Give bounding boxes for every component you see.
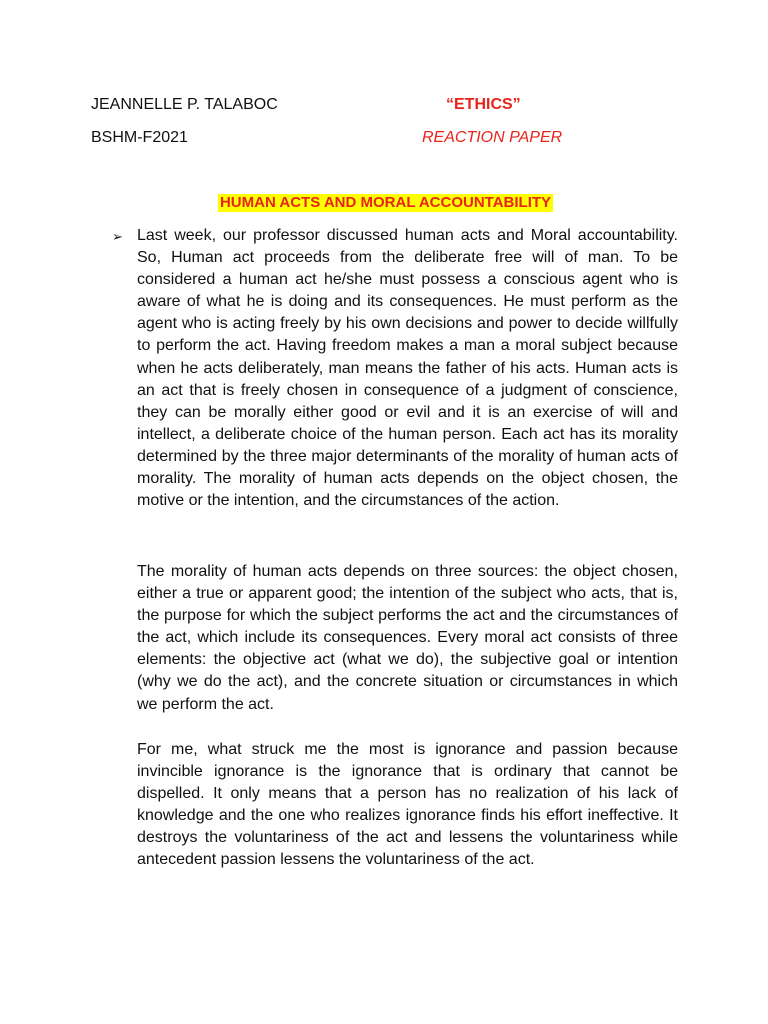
author-name: JEANNELLE P. TALABOC xyxy=(91,96,278,113)
document-title: HUMAN ACTS AND MORAL ACCOUNTABILITY xyxy=(219,194,552,211)
subject-title: “ETHICS” xyxy=(446,96,521,113)
paragraph-2: The morality of human acts depends on three sources: the object chosen, either a true or apparent good; the intention of the subject who acts, that is, the purpose for which the subject performs the act and the circumstances of the act, which include its consequences. Every moral act consists of three elements: the objective act (what we do), the subjective goal or intention (why we do the act), and the concrete situation or circumstances in which we perform the act. xyxy=(137,563,678,713)
title-container xyxy=(0,194,768,212)
course-section: BSHM-F2021 xyxy=(91,129,188,146)
arrow-bullet-icon: ➢ xyxy=(112,229,123,244)
paragraph-3: For me, what struck me the most is ignorance and passion because invincible ignorance is the ignorance that is ordinary that cannot be dispelled. It only means that a person has no realization of his lack of knowledge and the one who realizes ignorance finds his effort ineffective. It destroys the voluntariness of the act and lessens the voluntariness while antecedent passion lessens the voluntariness of the act. xyxy=(137,741,678,869)
paragraph-1: Last week, our professor discussed human acts and Moral accountability. So, Human act proceeds from the deliberate free will of man. To be considered a human act he/she must possess a conscious agent who is aware of what he is doing and its consequences. He must perform as the agent who is acting freely by his own decisions and power to decide willfully to perform the act. Having freedom makes a man a moral subject because when he acts deliberately, man means the father of his acts. Human acts is an act that is freely chosen in consequence of a judgment of conscience, they can be morally either good or evil and it is an exercise of will and intellect, a deliberate choice of the human person. Each act has its morality determined by the three major determinants of the morality of human acts of morality. The morality of human acts depends on the object chosen, the motive or the intention, and the circumstances of the action. xyxy=(137,227,678,510)
paper-type: REACTION PAPER xyxy=(422,129,563,146)
